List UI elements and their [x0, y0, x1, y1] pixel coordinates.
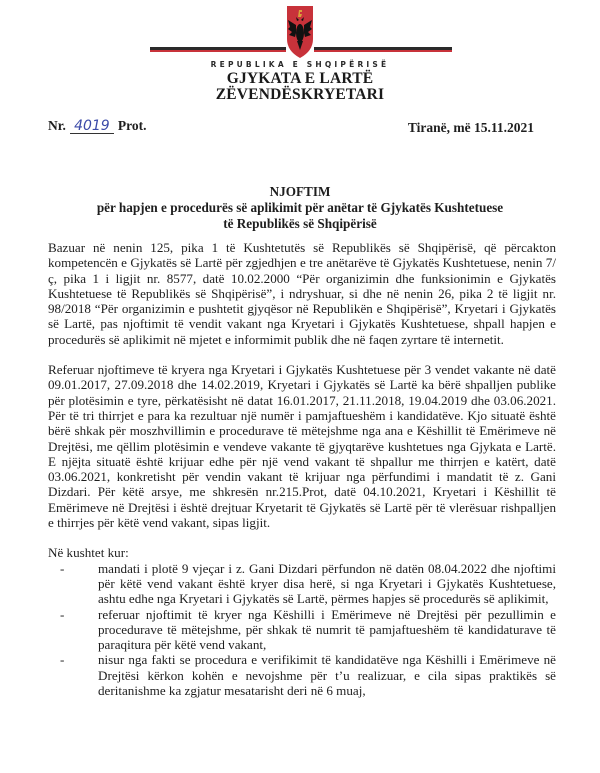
place-date: Tiranë, më 15.11.2021 [407, 120, 534, 135]
protocol-number [48, 118, 147, 134]
header-rule-right [314, 47, 452, 50]
header-rule-left [150, 47, 286, 50]
nr-value-handwritten: 4019 [70, 119, 114, 134]
prot-label: Prot. [117, 118, 147, 133]
list-item: - nisur nga fakti se procedura e verifikimit të kandidatëve nga Këshilli i Emërimeve në Drejtësi kërkon kohën e nevojshme për t’u realizuar, e cila sipas praktikës së deritanishme ka zgjatur mesatarisht deri në 6 muaj, [48, 652, 556, 698]
paragraph-background: Referuar njoftimeve të kryera nga Kryetari i Gjykatës Kushtetuese për 3 vendet vakante në datë 09.01.2017, 27.09.2018 dhe 14.02.2019, Kryetari i Gjykatës së Lartë ka bërë shpalljen publike për plotësimin e tyre, përkatësisht në datat 16.01.2017, 21.11.2018, 19.04.2019 dhe 03.06.2021. Për të tri thirrjet e para ka rezultuar një numër i pamjaftueshëm i kandidatëve. Kjo situatë është bërë shkak për moszhvillimin e procedurave të mëtejshme nga ana e Këshillit të Emërimeve në Drejtësi, me qëllim plotësimin e vendeve vakante të gjyqtarëve kushtetues nga Gjykata e Lartë. E njëjta situatë është krijuar edhe për një vend vakant të shpallur me thirrjen e katërt, datë 03.06.2021, konkretisht për vendin vakant të krijuar nga përfundimi i mandatit të z. Gani Dizdari. Për këtë arsye, me shkresën nr.215.Prot, datë 04.10.2021, Kryetari i Këshillit të Emërimeve në Drejtësi i është drejtuar Kryetarit të Gjykatës së Lartë për të vlerësuar rishpalljen e thirrjes për këtë vend vakant, sipas ligjit. [48, 362, 556, 531]
subtitle-line-1: për hapjen e procedurës së aplikimit për anëtar të Gjykatës Kushtetuese [96, 200, 504, 215]
nr-label: Nr. [48, 118, 66, 133]
document-body [48, 240, 556, 698]
coat-of-arms-icon [286, 5, 314, 59]
subtitle-line-2: të Republikës së Shqipërisë [223, 216, 377, 231]
notice-title [0, 184, 600, 232]
republic-name: REPUBLIKA E SHQIPËRISË [210, 60, 390, 69]
paragraph-legal-basis: Bazuar në nenin 125, pika 1 të Kushtetutës së Republikës së Shqipërisë, që përcakton kompetencën e Gjykatës së Lartë për zgjedhjen e tre anëtarëve të Gjykatës Kushtetuese, nenin 7/ç, pika 1 i ligjit nr. 8577, datë 10.02.2000 “Për organizimin dhe funksionimin e Gjykatës Kushtetuese të Republikës së Shqipërisë”, i ndryshuar, si dhe në nenin 26, pika 2 të ligjit nr. 98/2018 “Për organizimin e pushtetit gjyqësor në Republikën e Shqipërisë”, Kryetari i Gjykatës së Lartë, pas njoftimit të vendit vakant nga Kryetari i Gjykatës Kushtetuese, shpall hapjen e procedurës së aplikimit në mjetet e informimit publik dhe në faqen zyrtare të internetit. [48, 240, 556, 347]
court-name: GJYKATA E LARTË [226, 70, 374, 87]
institution-name [0, 71, 600, 103]
conditions-lead: Në kushtet kur: [48, 545, 129, 561]
office-name: ZËVENDËSKRYETARI [215, 86, 385, 103]
heading: NJOFTIM [269, 184, 331, 199]
list-item: - referuar njoftimit të kryer nga Këshilli i Emërimeve në Drejtësi për pezullimin e procedurave të mëtejshme, për shkak të numrit të pamjaftueshëm të kandidaturave të paraqitura për këtë vend vakant, [48, 607, 556, 653]
list-item: - mandati i plotë 9 vjeçar i z. Gani Dizdari përfundon në datën 08.04.2022 dhe njoftimi për këtë vend vakant është kryer disa herë, si nga Kryetari i Gjykatës Kushtetuese, ashtu edhe nga Kryetari i Gjykatës së Lartë, përmes hapjes së procedurës së aplikimit, [48, 561, 556, 607]
conditions-list [48, 561, 556, 699]
